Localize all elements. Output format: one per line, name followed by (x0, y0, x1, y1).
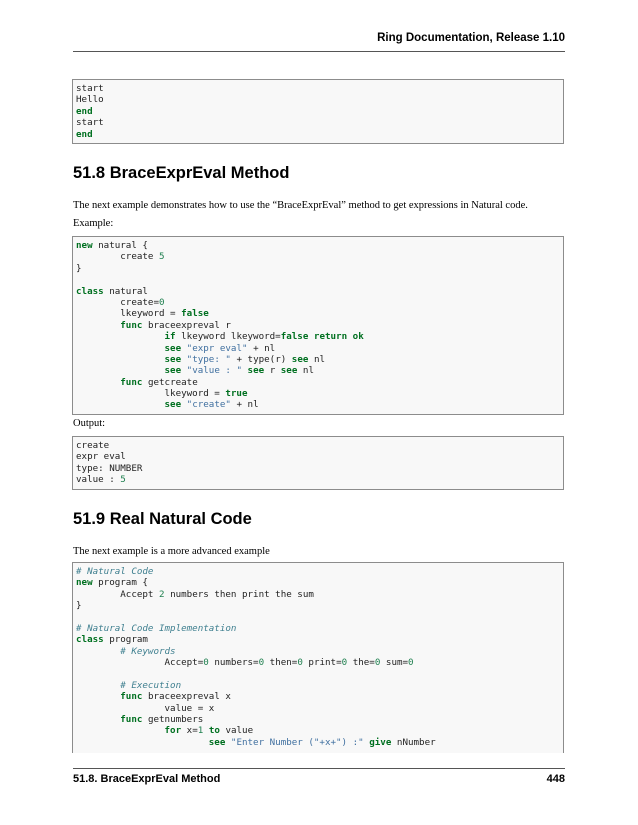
code-line (76, 623, 560, 634)
output-label: Output: (73, 418, 106, 429)
code-token (76, 725, 165, 736)
code-line (76, 308, 560, 319)
code-line (76, 343, 560, 354)
code-token: + type(r) (230, 353, 292, 365)
example-label: Example: (73, 218, 114, 229)
code-token: to (208, 725, 220, 737)
code-line (76, 297, 560, 308)
code-token: func (120, 714, 143, 726)
footer-rule (73, 768, 565, 769)
code-token: create (76, 251, 159, 263)
footer-section-title: 51.8. BraceExprEval Method (73, 773, 221, 785)
code-line (76, 634, 560, 645)
code-line (76, 320, 560, 331)
code-token (76, 680, 120, 691)
code-line (76, 737, 560, 748)
code-token: see (164, 365, 182, 377)
code-token: see (208, 736, 226, 748)
code-token: lkeyword lkeyword= (175, 331, 281, 343)
code-token: nl (297, 365, 314, 377)
code-token: program { (92, 577, 148, 589)
code-line (76, 388, 560, 399)
code-token: Accept (76, 588, 159, 600)
code-line (76, 691, 560, 702)
code-line (76, 399, 560, 410)
code-line (76, 646, 560, 657)
code-token: start (76, 117, 104, 129)
code-token (76, 343, 165, 354)
code-token: func (120, 319, 143, 331)
code-line (76, 703, 560, 714)
code-line (76, 274, 560, 285)
code-line (76, 251, 560, 262)
code-token: "type: " (186, 353, 231, 365)
code-token: "create" (186, 399, 231, 411)
code-token: natural { (92, 240, 148, 251)
code-token: false (181, 308, 209, 320)
code-token: end (76, 128, 93, 140)
code-token: 0 (374, 657, 381, 669)
code-token: x= (181, 725, 198, 737)
code-token (76, 399, 165, 410)
code-token: see (164, 342, 182, 354)
code-token: 0 (341, 657, 348, 669)
code-token: braceexpreval x (142, 691, 231, 703)
header-rule (73, 51, 565, 52)
code-token (76, 737, 209, 748)
code-token: sum= (380, 657, 409, 669)
code-token: 2 (158, 588, 165, 600)
code-token (76, 320, 120, 331)
code-token: new (76, 577, 93, 589)
code-line (76, 354, 560, 365)
code-line (76, 714, 560, 725)
code-token: program (103, 634, 148, 646)
code-token: } (76, 600, 82, 612)
code-token: Hello (76, 94, 104, 106)
code-token (76, 646, 120, 657)
code-line (76, 669, 560, 680)
code-token (76, 365, 165, 376)
code-token: func (120, 376, 143, 388)
output-block-2 (72, 436, 564, 490)
code-line (76, 106, 560, 117)
section-heading-51-8: 51.8 BraceExprEval Method (73, 164, 290, 182)
code-line (76, 117, 560, 128)
code-token: create (76, 440, 110, 451)
code-token: braceexpreval r (142, 319, 231, 331)
code-token: numbers then print the sum (164, 588, 314, 600)
code-token: expr eval (76, 451, 126, 463)
code-token: } (76, 262, 82, 274)
code-token: nNumber (391, 736, 436, 748)
code-token: 0 (408, 657, 414, 669)
code-line (76, 577, 560, 588)
code-token: value (219, 725, 254, 737)
code-line (76, 440, 560, 451)
code-token: see (164, 399, 182, 411)
code-line (76, 94, 560, 105)
example-code-block-1 (72, 236, 564, 415)
code-token: value = x (76, 702, 215, 714)
code-line (76, 263, 560, 274)
code-line (76, 612, 560, 623)
code-token: numbers= (208, 657, 259, 669)
code-line (76, 365, 560, 376)
code-token (76, 691, 120, 702)
code-token: new (76, 240, 93, 251)
code-token: 1 (197, 725, 204, 737)
code-token: 0 (297, 657, 303, 669)
code-token: 5 (158, 251, 165, 263)
code-token: see (247, 365, 265, 377)
code-token: print= (302, 657, 342, 669)
code-token: true (225, 388, 248, 400)
code-line (76, 657, 560, 668)
code-token: if (164, 331, 176, 343)
code-line (76, 680, 560, 691)
code-token: "Enter Number ("+x+") :" (230, 736, 364, 748)
code-token: # Execution (120, 679, 182, 691)
code-token: value : (76, 474, 121, 486)
code-token: + nl (247, 342, 276, 354)
code-token: end (76, 105, 93, 117)
code-token: see (164, 353, 182, 365)
code-token: Accept= (76, 657, 204, 669)
code-line (76, 377, 560, 388)
code-line (76, 451, 560, 462)
output-block-1 (72, 79, 564, 144)
code-token: type: NUMBER (76, 462, 143, 474)
code-token: create= (76, 296, 159, 308)
code-line (76, 566, 560, 577)
code-token: # Keywords (120, 645, 176, 657)
page-number: 448 (546, 773, 565, 785)
code-token: "expr eval" (186, 342, 248, 354)
code-token: getcreate (142, 376, 198, 388)
code-token: false (280, 331, 309, 343)
code-token: getnumbers (142, 714, 204, 726)
code-line (76, 286, 560, 297)
code-token: r (264, 365, 281, 377)
code-line (76, 129, 560, 140)
code-token: 0 (203, 657, 209, 669)
example-code-block-2 (72, 562, 564, 753)
code-line (76, 725, 560, 736)
code-line (76, 331, 560, 342)
section-intro-51-9: The next example is a more advanced example (73, 546, 270, 557)
code-token: func (120, 691, 143, 703)
code-token: 0 (158, 296, 165, 308)
code-token: start (76, 83, 104, 94)
code-token: # Natural Code Implementation (76, 622, 237, 634)
code-token (76, 331, 165, 342)
code-token: # Natural Code (76, 566, 154, 577)
code-token: 5 (120, 474, 126, 486)
code-token: the= (347, 657, 375, 669)
code-token: lkeyword = (76, 388, 226, 400)
code-token: natural (103, 285, 148, 297)
section-heading-51-9: 51.9 Real Natural Code (73, 510, 252, 528)
code-token: class (76, 634, 104, 646)
section-intro-51-8: The next example demonstrates how to use the “BraceExprEval” method to get expressions in Natural code. (73, 200, 528, 211)
code-line (76, 83, 560, 94)
code-token: "value : " (186, 365, 242, 377)
code-token: + nl (230, 399, 259, 411)
code-token (76, 714, 120, 725)
code-line (76, 474, 560, 485)
code-token: return (313, 331, 348, 343)
code-token: ok (352, 331, 364, 343)
running-header: Ring Documentation, Release 1.10 (377, 32, 565, 44)
code-token: then= (264, 657, 298, 669)
code-token: see (280, 365, 298, 377)
code-token: class (76, 285, 104, 297)
code-token: lkeyword = (76, 308, 182, 320)
code-token: 0 (258, 657, 265, 669)
code-token (76, 377, 120, 388)
code-token: give (369, 736, 392, 748)
code-line (76, 463, 560, 474)
code-line (76, 600, 560, 611)
code-line (76, 589, 560, 600)
code-token: nl (308, 353, 326, 365)
code-token: for (164, 725, 182, 737)
code-token: see (291, 353, 309, 365)
code-line (76, 240, 560, 251)
code-token (76, 354, 165, 365)
